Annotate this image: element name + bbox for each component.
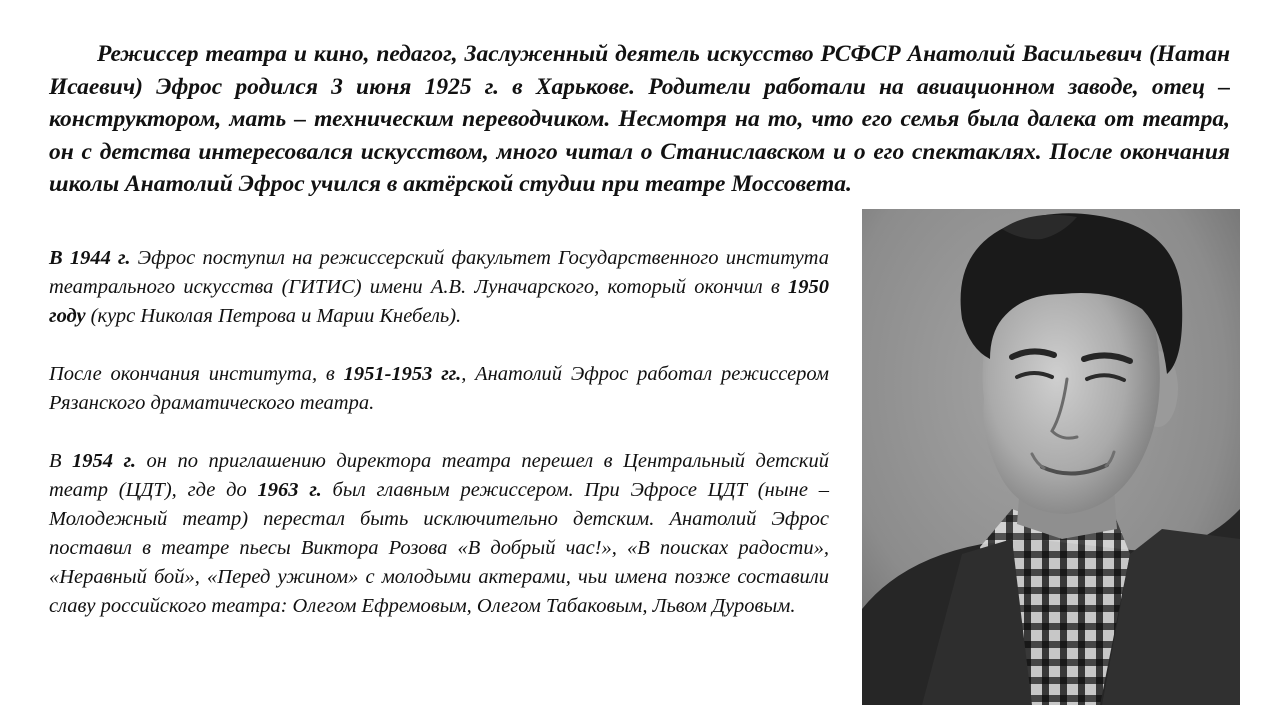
paragraph-gitis-text-1: Эфрос поступил на режиссерский факультет Государственного института театрального искусства (ГИТИС) имени А.В. Луначарского, который окончил в (49, 247, 829, 298)
intro-paragraph: Режиссер театра и кино, педагог, Заслуженный деятель искусство РСФСР Анатолий Васильевич (Натан Исаевич) Эфрос родился 3 июня 1925 г. в Харькове. Родители работали на авиационном заводе, отец – конструктором, мать – техническим переводчиком. Несмотря на то, что его семья была далека от театра, он с детства интересовался искусством, много читал о Станиславском и о его спектаклях. После окончания школы Анатолий Эфрос учился в актёрской студии при театре Моссовета. (49, 41, 1230, 197)
paragraph-cdt (49, 447, 829, 621)
portrait-illustration (862, 209, 1240, 705)
date-1951-1953: 1951-1953 гг. (343, 363, 462, 385)
biography-column (49, 244, 829, 621)
date-1963: 1963 г. (257, 479, 322, 501)
paragraph-ryazan-text-2: , Анатолий Эфрос работал режиссером Рязанского драматического театра. (49, 363, 829, 414)
portrait-photo (862, 209, 1240, 705)
paragraph-ryazan-text-1: После окончания института, в (49, 363, 344, 385)
date-1950: 1950 году (49, 276, 829, 327)
paragraph-cdt-text-2: он по приглашению директора театра перешел в Центральный детский театр (ЦДТ), где до (49, 450, 829, 501)
paragraph-gitis-text-2: (курс Николая Петрова и Марии Кнебель). (85, 305, 462, 327)
paragraph-cdt-text-1: В (49, 450, 73, 472)
date-1944: В 1944 г. (49, 247, 131, 269)
paragraph-gitis (49, 244, 829, 331)
paragraph-ryazan (49, 360, 829, 418)
paragraph-cdt-text-3: был главным режиссером. При Эфросе ЦДТ (ныне – Молодежный театр) перестал быть исключительно детским. Анатолий Эфрос поставил в театре пьесы Виктора Розова «В добрый час!», «В поисках радости», «Неравный бой», «Перед ужином» с молодыми актерами, чьи имена позже составили славу российского театра: Олегом Ефремовым, Олегом Табаковым, Львом Дуровым. (49, 479, 829, 617)
date-1954: 1954 г. (72, 450, 136, 472)
